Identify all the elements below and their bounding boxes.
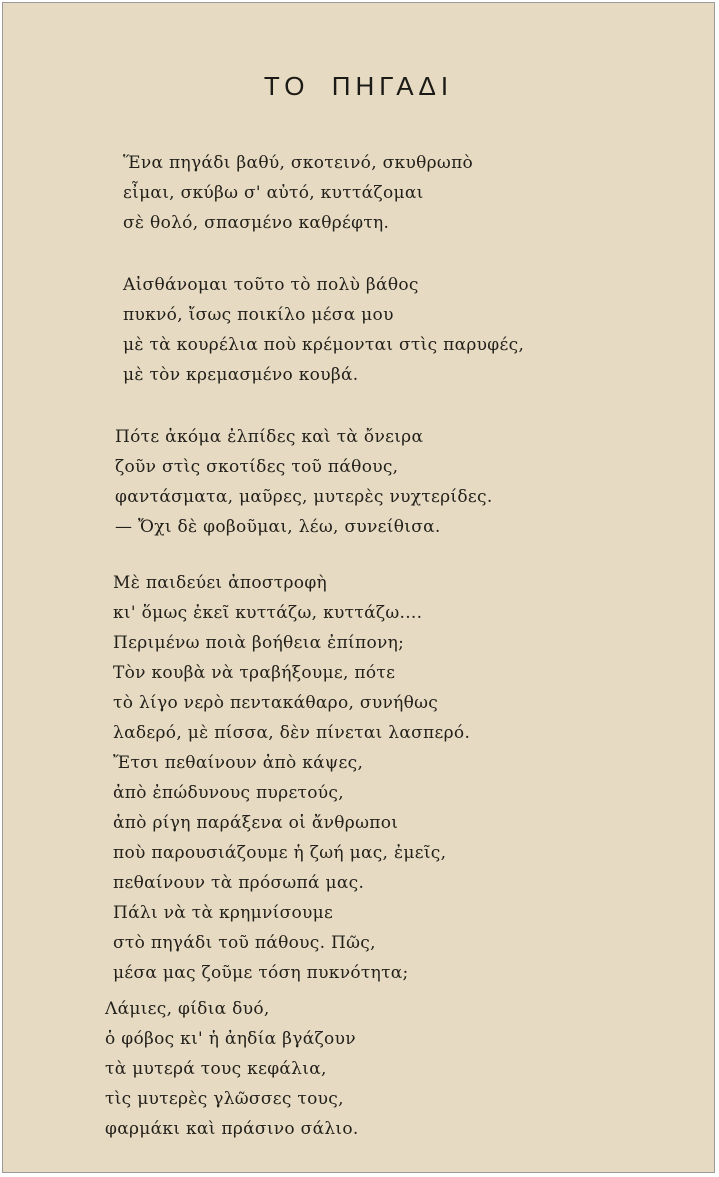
- poem-line: μὲ τὰ κουρέλια ποὺ κρέμονται στὶς παρυφές,: [123, 335, 525, 355]
- poem-line: λαδερό, μὲ πίσσα, δὲν πίνεται λασπερό.: [113, 723, 471, 743]
- poem-line: τὸ λίγο νερὸ πεντακάθαρο, συνήθως: [113, 693, 439, 713]
- stanza-1: [123, 148, 473, 238]
- poem-line: Μὲ παιδεύει ἀποστροφὴ: [113, 573, 328, 593]
- poem-line: Τὸν κουβὰ νὰ τραβήξουμε, πότε: [113, 663, 396, 683]
- poem-line: Πάλι νὰ τὰ κρημνίσουμε: [113, 903, 334, 923]
- stanza-5: [105, 994, 359, 1144]
- poem-line: Λάμιες, φίδια δυό,: [105, 999, 270, 1019]
- poem-line: εἶμαι, σκύβω σ' αὐτό, κυττάζομαι: [123, 183, 424, 203]
- poem-line: τὰ μυτερά τους κεφάλια,: [105, 1059, 327, 1079]
- stanza-4: [113, 568, 470, 988]
- poem-title: ΤΟ ΠΗΓΑΔΙ: [263, 71, 454, 101]
- poem-line: Πότε ἀκόμα ἐλπίδες καὶ τὰ ὄνειρα: [115, 427, 424, 447]
- poem-line: ὁ φόβος κι' ἡ ἀηδία βγάζουν: [105, 1029, 356, 1049]
- poem-line: τὶς μυτερὲς γλῶσσες τους,: [105, 1089, 344, 1109]
- poem-line: Περιμένω ποιὰ βοήθεια ἐπίπονη;: [113, 633, 405, 653]
- poem-line: φαρμάκι καὶ πράσινο σάλιο.: [105, 1119, 359, 1139]
- poem-line: πυκνό, ἴσως ποικίλο μέσα μου: [123, 305, 394, 325]
- poem-line: φαντάσματα, μαῦρες, μυτερὲς νυχτερίδες.: [115, 487, 493, 507]
- stanza-2: [123, 270, 524, 390]
- poem-line: Αἰσθάνομαι τοῦτο τὸ πολὺ βάθος: [123, 275, 419, 295]
- poem-line: σὲ θολό, σπασμένο καθρέφτη.: [123, 213, 390, 233]
- stanza-3: [115, 422, 493, 542]
- poem-page: [2, 2, 715, 1173]
- poem-line: μέσα μας ζοῦμε τόση πυκνότητα;: [113, 963, 409, 983]
- poem-line: Ἕνα πηγάδι βαθύ, σκοτεινό, σκυθρωπὸ: [123, 153, 474, 173]
- poem-line: — Ὄχι δὲ φοβοῦμαι, λέω, συνείθισα.: [115, 517, 441, 537]
- poem-line: ἀπὸ ρίγη παράξενα οἱ ἄνθρωποι: [113, 813, 399, 833]
- poem-line: Ἔτσι πεθαίνουν ἀπὸ κάψες,: [113, 753, 364, 773]
- poem-line: πεθαίνουν τὰ πρόσωπά μας.: [113, 873, 365, 893]
- poem-line: ζοῦν στὶς σκοτίδες τοῦ πάθους,: [115, 457, 399, 477]
- poem-line: μὲ τὸν κρεμασμένο κουβά.: [123, 365, 359, 385]
- poem-line: στὸ πηγάδι τοῦ πάθους. Πῶς,: [113, 933, 376, 953]
- poem-line: ἀπὸ ἐπώδυνους πυρετούς,: [113, 783, 344, 803]
- poem-line: ποὺ παρουσιάζουμε ἡ ζωή μας, ἐμεῖς,: [113, 843, 447, 863]
- poem-line: κι' ὅμως ἐκεῖ κυττάζω, κυττάζω....: [113, 603, 423, 623]
